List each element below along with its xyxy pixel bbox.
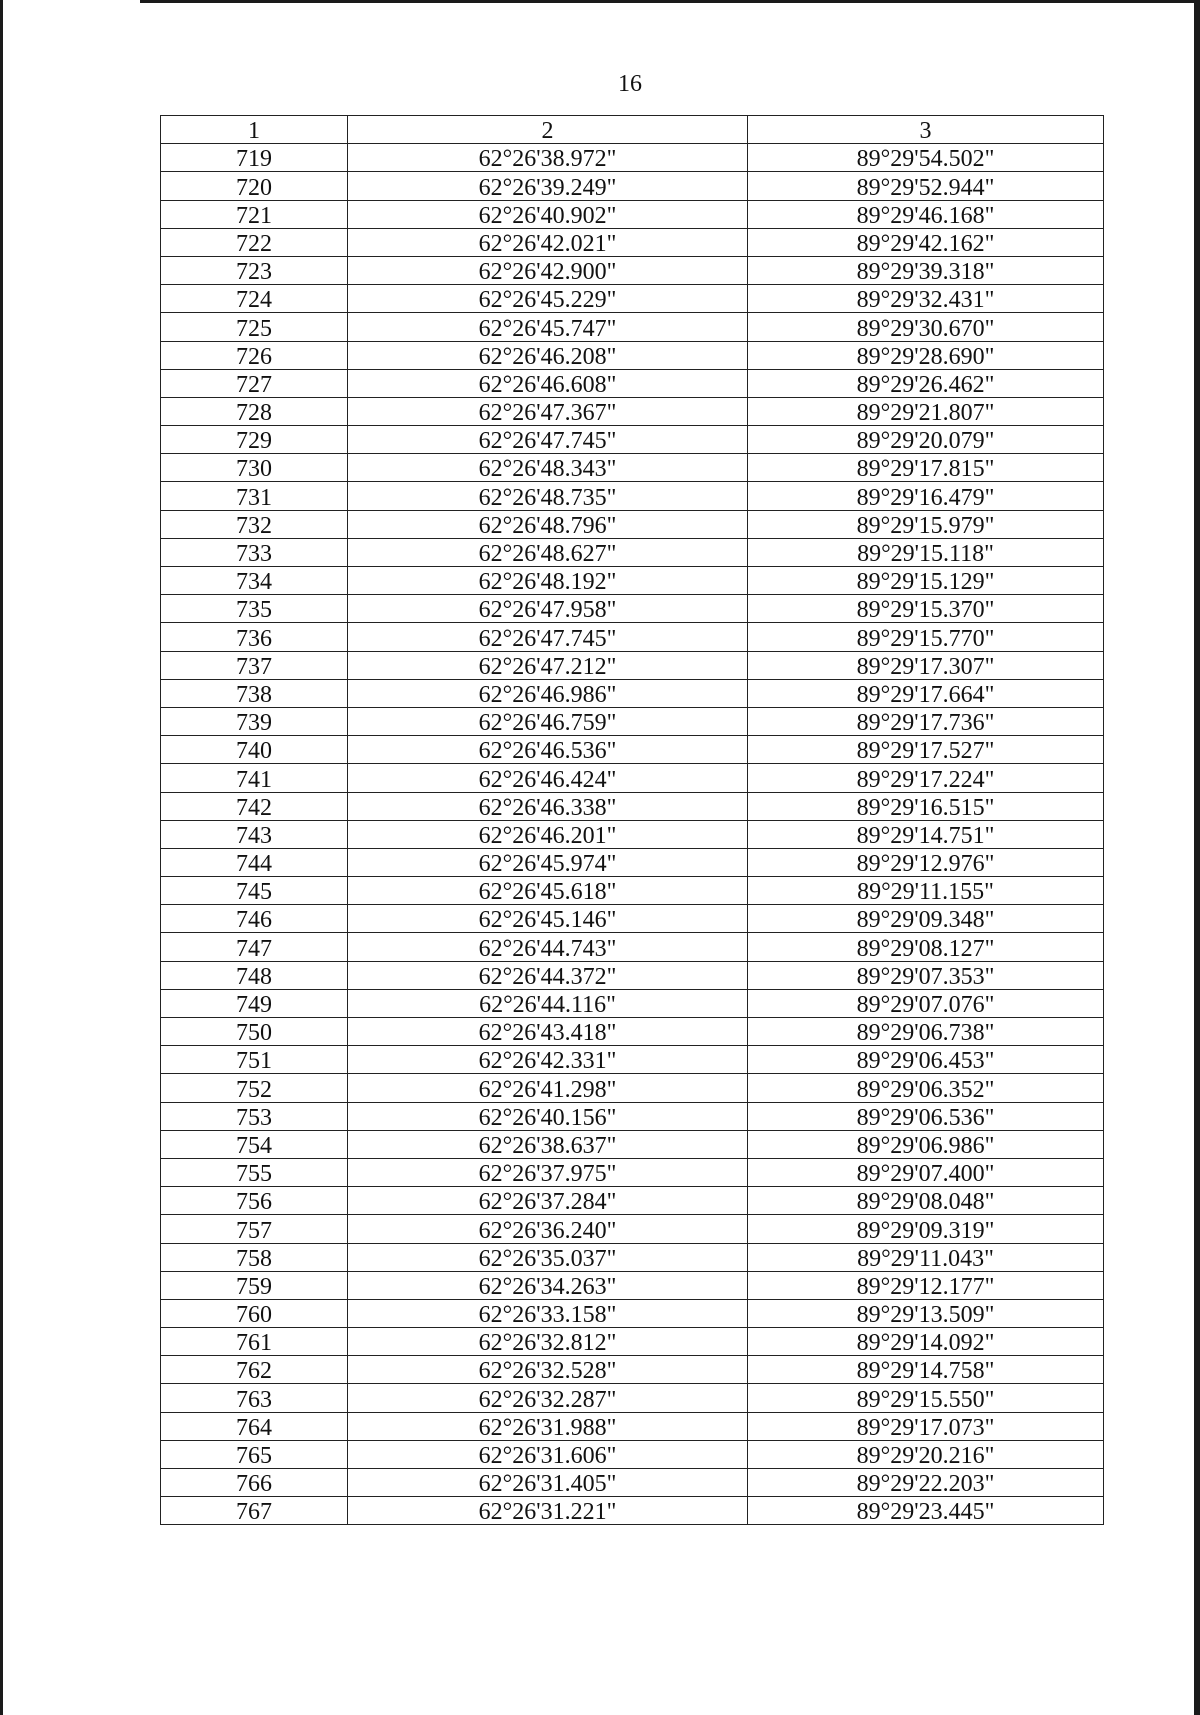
- table-row: [161, 1046, 1104, 1074]
- table-row: [161, 1356, 1104, 1384]
- cell-point-number: 761: [161, 1328, 348, 1356]
- cell-latitude: 62°26'46.208": [348, 341, 748, 369]
- cell-longitude: 89°29'07.353": [748, 961, 1104, 989]
- cell-latitude: 62°26'46.536": [348, 736, 748, 764]
- table-row: [161, 1469, 1104, 1497]
- cell-point-number: 748: [161, 961, 348, 989]
- cell-longitude: 89°29'22.203": [748, 1469, 1104, 1497]
- cell-longitude: 89°29'16.515": [748, 792, 1104, 820]
- cell-point-number: 763: [161, 1384, 348, 1412]
- cell-latitude: 62°26'48.735": [348, 482, 748, 510]
- table-row: [161, 1440, 1104, 1468]
- cell-latitude: 62°26'47.745": [348, 623, 748, 651]
- cell-latitude: 62°26'40.902": [348, 200, 748, 228]
- cell-latitude: 62°26'44.116": [348, 989, 748, 1017]
- cell-longitude: 89°29'42.162": [748, 228, 1104, 256]
- table-row: [161, 313, 1104, 341]
- cell-point-number: 746: [161, 905, 348, 933]
- table-row: [161, 285, 1104, 313]
- cell-latitude: 62°26'45.747": [348, 313, 748, 341]
- cell-longitude: 89°29'52.944": [748, 172, 1104, 200]
- cell-point-number: 720: [161, 172, 348, 200]
- table-row: [161, 961, 1104, 989]
- cell-longitude: 89°29'12.976": [748, 848, 1104, 876]
- cell-latitude: 62°26'31.606": [348, 1440, 748, 1468]
- scan-border-top: [140, 0, 1200, 3]
- cell-latitude: 62°26'46.424": [348, 764, 748, 792]
- cell-longitude: 89°29'14.758": [748, 1356, 1104, 1384]
- cell-point-number: 751: [161, 1046, 348, 1074]
- table-row: [161, 397, 1104, 425]
- table-row: [161, 426, 1104, 454]
- table-row: [161, 228, 1104, 256]
- cell-latitude: 62°26'37.975": [348, 1158, 748, 1186]
- scan-border-left: [0, 0, 3, 1715]
- cell-point-number: 753: [161, 1102, 348, 1130]
- header-latitude: 2: [348, 116, 748, 144]
- cell-point-number: 756: [161, 1187, 348, 1215]
- cell-point-number: 731: [161, 482, 348, 510]
- cell-point-number: 762: [161, 1356, 348, 1384]
- cell-longitude: 89°29'09.348": [748, 905, 1104, 933]
- table-row: [161, 877, 1104, 905]
- cell-longitude: 89°29'15.979": [748, 510, 1104, 538]
- cell-point-number: 757: [161, 1215, 348, 1243]
- table-row: [161, 256, 1104, 284]
- cell-longitude: 89°29'07.400": [748, 1158, 1104, 1186]
- table-row: [161, 905, 1104, 933]
- cell-point-number: 754: [161, 1130, 348, 1158]
- cell-latitude: 62°26'48.627": [348, 538, 748, 566]
- cell-longitude: 89°29'17.815": [748, 454, 1104, 482]
- table-body: [161, 144, 1104, 1525]
- cell-latitude: 62°26'32.528": [348, 1356, 748, 1384]
- cell-longitude: 89°29'11.155": [748, 877, 1104, 905]
- cell-latitude: 62°26'42.021": [348, 228, 748, 256]
- cell-point-number: 738: [161, 679, 348, 707]
- cell-longitude: 89°29'39.318": [748, 256, 1104, 284]
- cell-longitude: 89°29'17.736": [748, 707, 1104, 735]
- cell-longitude: 89°29'07.076": [748, 989, 1104, 1017]
- cell-longitude: 89°29'15.770": [748, 623, 1104, 651]
- cell-latitude: 62°26'31.221": [348, 1497, 748, 1525]
- table-header: [161, 116, 1104, 144]
- cell-point-number: 742: [161, 792, 348, 820]
- cell-longitude: 89°29'17.224": [748, 764, 1104, 792]
- cell-latitude: 62°26'31.405": [348, 1469, 748, 1497]
- cell-latitude: 62°26'44.372": [348, 961, 748, 989]
- cell-point-number: 722: [161, 228, 348, 256]
- cell-point-number: 741: [161, 764, 348, 792]
- table-row: [161, 1102, 1104, 1130]
- cell-point-number: 737: [161, 651, 348, 679]
- cell-latitude: 62°26'36.240": [348, 1215, 748, 1243]
- cell-point-number: 747: [161, 933, 348, 961]
- table-row: [161, 341, 1104, 369]
- cell-latitude: 62°26'46.759": [348, 707, 748, 735]
- cell-point-number: 744: [161, 848, 348, 876]
- table-row: [161, 172, 1104, 200]
- cell-point-number: 764: [161, 1412, 348, 1440]
- cell-longitude: 89°29'20.216": [748, 1440, 1104, 1468]
- cell-latitude: 62°26'32.287": [348, 1384, 748, 1412]
- cell-point-number: 723: [161, 256, 348, 284]
- cell-longitude: 89°29'32.431": [748, 285, 1104, 313]
- table-row: [161, 538, 1104, 566]
- cell-point-number: 728: [161, 397, 348, 425]
- cell-longitude: 89°29'06.352": [748, 1074, 1104, 1102]
- table-row: [161, 1130, 1104, 1158]
- cell-point-number: 727: [161, 369, 348, 397]
- cell-longitude: 89°29'15.370": [748, 595, 1104, 623]
- coordinates-table: [160, 115, 1104, 1525]
- table-row: [161, 623, 1104, 651]
- cell-longitude: 89°29'15.129": [748, 567, 1104, 595]
- table-row: [161, 707, 1104, 735]
- cell-latitude: 62°26'42.331": [348, 1046, 748, 1074]
- cell-point-number: 743: [161, 820, 348, 848]
- table-row: [161, 510, 1104, 538]
- cell-point-number: 760: [161, 1299, 348, 1327]
- cell-latitude: 62°26'47.367": [348, 397, 748, 425]
- cell-point-number: 729: [161, 426, 348, 454]
- cell-point-number: 724: [161, 285, 348, 313]
- cell-longitude: 89°29'16.479": [748, 482, 1104, 510]
- cell-point-number: 755: [161, 1158, 348, 1186]
- cell-longitude: 89°29'06.453": [748, 1046, 1104, 1074]
- cell-latitude: 62°26'48.192": [348, 567, 748, 595]
- cell-point-number: 740: [161, 736, 348, 764]
- cell-latitude: 62°26'45.974": [348, 848, 748, 876]
- table-row: [161, 1328, 1104, 1356]
- cell-point-number: 767: [161, 1497, 348, 1525]
- table-row: [161, 989, 1104, 1017]
- cell-latitude: 62°26'46.986": [348, 679, 748, 707]
- cell-longitude: 89°29'26.462": [748, 369, 1104, 397]
- cell-point-number: 732: [161, 510, 348, 538]
- cell-longitude: 89°29'15.118": [748, 538, 1104, 566]
- cell-point-number: 719: [161, 144, 348, 172]
- cell-longitude: 89°29'17.664": [748, 679, 1104, 707]
- header-point-number: 1: [161, 116, 348, 144]
- cell-latitude: 62°26'46.608": [348, 369, 748, 397]
- cell-longitude: 89°29'13.509": [748, 1299, 1104, 1327]
- cell-longitude: 89°29'12.177": [748, 1271, 1104, 1299]
- cell-longitude: 89°29'09.319": [748, 1215, 1104, 1243]
- cell-longitude: 89°29'17.073": [748, 1412, 1104, 1440]
- table-row: [161, 736, 1104, 764]
- header-longitude: 3: [748, 116, 1104, 144]
- cell-latitude: 62°26'48.343": [348, 454, 748, 482]
- cell-longitude: 89°29'15.550": [748, 1384, 1104, 1412]
- scan-border-right: [1194, 0, 1200, 1715]
- cell-point-number: 766: [161, 1469, 348, 1497]
- table-row: [161, 1074, 1104, 1102]
- cell-longitude: 89°29'28.690": [748, 341, 1104, 369]
- cell-point-number: 730: [161, 454, 348, 482]
- cell-latitude: 62°26'35.037": [348, 1243, 748, 1271]
- cell-latitude: 62°26'46.338": [348, 792, 748, 820]
- cell-point-number: 745: [161, 877, 348, 905]
- cell-point-number: 725: [161, 313, 348, 341]
- cell-latitude: 62°26'38.637": [348, 1130, 748, 1158]
- cell-latitude: 62°26'44.743": [348, 933, 748, 961]
- cell-latitude: 62°26'46.201": [348, 820, 748, 848]
- cell-longitude: 89°29'17.527": [748, 736, 1104, 764]
- table-row: [161, 369, 1104, 397]
- cell-point-number: 765: [161, 1440, 348, 1468]
- table-row: [161, 1497, 1104, 1525]
- cell-longitude: 89°29'08.048": [748, 1187, 1104, 1215]
- table-row: [161, 1412, 1104, 1440]
- table-row: [161, 595, 1104, 623]
- cell-longitude: 89°29'14.092": [748, 1328, 1104, 1356]
- table-row: [161, 820, 1104, 848]
- cell-longitude: 89°29'21.807": [748, 397, 1104, 425]
- cell-latitude: 62°26'31.988": [348, 1412, 748, 1440]
- cell-point-number: 758: [161, 1243, 348, 1271]
- table-row: [161, 1158, 1104, 1186]
- cell-latitude: 62°26'45.229": [348, 285, 748, 313]
- table-row: [161, 651, 1104, 679]
- page-number: 16: [618, 71, 642, 97]
- cell-latitude: 62°26'33.158": [348, 1299, 748, 1327]
- cell-latitude: 62°26'47.958": [348, 595, 748, 623]
- cell-longitude: 89°29'46.168": [748, 200, 1104, 228]
- cell-longitude: 89°29'08.127": [748, 933, 1104, 961]
- cell-longitude: 89°29'11.043": [748, 1243, 1104, 1271]
- table-row: [161, 792, 1104, 820]
- cell-latitude: 62°26'32.812": [348, 1328, 748, 1356]
- table-row: [161, 764, 1104, 792]
- cell-latitude: 62°26'40.156": [348, 1102, 748, 1130]
- table-row: [161, 144, 1104, 172]
- cell-point-number: 736: [161, 623, 348, 651]
- cell-latitude: 62°26'45.146": [348, 905, 748, 933]
- cell-latitude: 62°26'38.972": [348, 144, 748, 172]
- table-row: [161, 679, 1104, 707]
- cell-longitude: 89°29'06.986": [748, 1130, 1104, 1158]
- cell-point-number: 750: [161, 1018, 348, 1046]
- cell-point-number: 726: [161, 341, 348, 369]
- table-row: [161, 1215, 1104, 1243]
- cell-point-number: 749: [161, 989, 348, 1017]
- table-row: [161, 1271, 1104, 1299]
- table-row: [161, 848, 1104, 876]
- cell-point-number: 733: [161, 538, 348, 566]
- table-row: [161, 933, 1104, 961]
- cell-longitude: 89°29'06.738": [748, 1018, 1104, 1046]
- table-row: [161, 1299, 1104, 1327]
- cell-latitude: 62°26'39.249": [348, 172, 748, 200]
- cell-latitude: 62°26'47.745": [348, 426, 748, 454]
- table-row: [161, 1018, 1104, 1046]
- table-row: [161, 567, 1104, 595]
- cell-longitude: 89°29'23.445": [748, 1497, 1104, 1525]
- cell-point-number: 759: [161, 1271, 348, 1299]
- table-row: [161, 200, 1104, 228]
- cell-longitude: 89°29'30.670": [748, 313, 1104, 341]
- cell-point-number: 752: [161, 1074, 348, 1102]
- cell-longitude: 89°29'20.079": [748, 426, 1104, 454]
- cell-longitude: 89°29'06.536": [748, 1102, 1104, 1130]
- cell-latitude: 62°26'47.212": [348, 651, 748, 679]
- cell-point-number: 739: [161, 707, 348, 735]
- header-row: [161, 116, 1104, 144]
- cell-latitude: 62°26'37.284": [348, 1187, 748, 1215]
- cell-latitude: 62°26'48.796": [348, 510, 748, 538]
- cell-longitude: 89°29'14.751": [748, 820, 1104, 848]
- cell-longitude: 89°29'54.502": [748, 144, 1104, 172]
- cell-latitude: 62°26'41.298": [348, 1074, 748, 1102]
- cell-latitude: 62°26'34.263": [348, 1271, 748, 1299]
- cell-point-number: 734: [161, 567, 348, 595]
- table-row: [161, 454, 1104, 482]
- cell-longitude: 89°29'17.307": [748, 651, 1104, 679]
- cell-point-number: 735: [161, 595, 348, 623]
- cell-point-number: 721: [161, 200, 348, 228]
- table-row: [161, 1187, 1104, 1215]
- table-row: [161, 1384, 1104, 1412]
- table-row: [161, 482, 1104, 510]
- table-row: [161, 1243, 1104, 1271]
- cell-latitude: 62°26'45.618": [348, 877, 748, 905]
- cell-latitude: 62°26'43.418": [348, 1018, 748, 1046]
- cell-latitude: 62°26'42.900": [348, 256, 748, 284]
